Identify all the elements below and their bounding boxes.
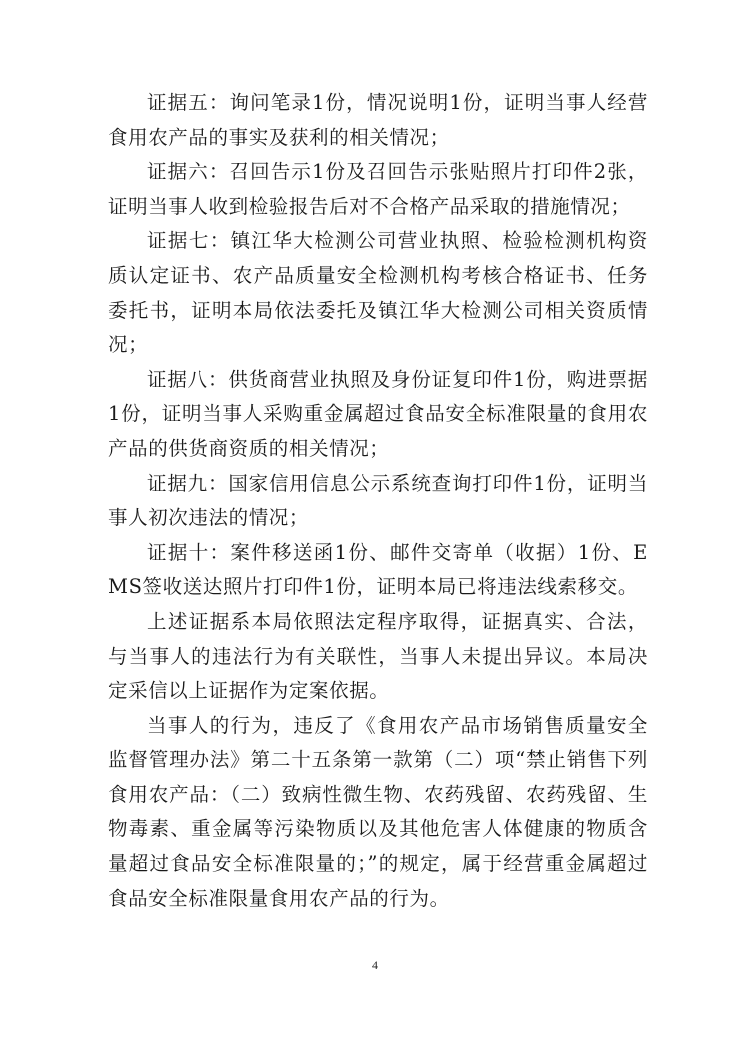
paragraph-violation: 当事人的行为，违反了《食用农产品市场销售质量安全监督管理办法》第二十五条第一款第（二）项“禁止销售下列食用农产品：（二）致病性微生物、农药残留、农药残留、生物毒素、重金属等污染物质以及其他危害人体健康的物质含量超过食品安全标准限量的；”的规定，属于经营重金属超过食品安全标准限量食用农产品的行为。 (108, 713, 648, 910)
paragraph-evidence-7: 证据七：镇江华大检测公司营业执照、检验检测机构资质认定证书、农产品质量安全检测机构考核合格证书、任务委托书，证明本局依法委托及镇江华大检测公司相关资质情况； (108, 229, 648, 357)
document-body (108, 86, 648, 916)
paragraph-evidence-5: 证据五：询问笔录1份，情况说明1份，证明当事人经营食用农产品的事实及获利的相关情况； (108, 91, 648, 149)
paragraph-evidence-8: 证据八：供货商营业执照及身份证复印件1份，购进票据1份，证明当事人采购重金属超过食品安全标准限量的食用农产品的供货商资质的相关情况； (108, 367, 648, 460)
paragraph-evidence-9: 证据九：国家信用信息公示系统查询打印件1份，证明当事人初次违法的情况； (108, 471, 648, 530)
page-number: 4 (372, 958, 378, 972)
paragraph-evidence-summary: 上述证据系本局依照法定程序取得，证据真实、合法，与当事人的违法行为有关联性，当事人未提出异议。本局决定采信以上证据作为定案依据。 (108, 609, 648, 703)
paragraph-evidence-6: 证据六：召回告示1份及召回告示张贴照片打印件2张，证明当事人收到检验报告后对不合格产品采取的措施情况； (108, 160, 648, 218)
paragraph-evidence-10: 证据十：案件移送函1份、邮件交寄单（收据）1份、EMS签收送达照片打印件1份，证明本局已将违法线索移交。 (108, 540, 648, 599)
